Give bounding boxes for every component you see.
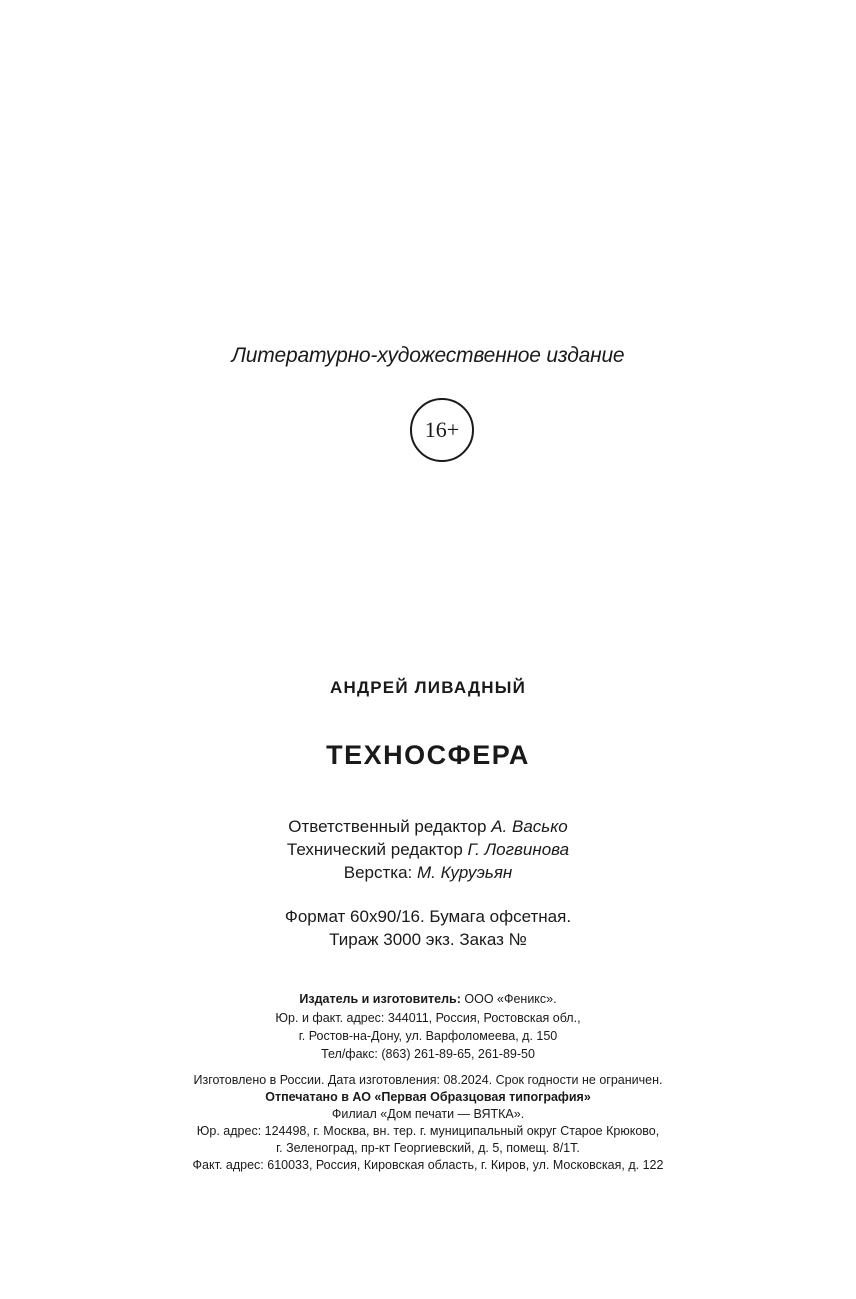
publisher-label: Издатель и изготовитель:	[299, 992, 461, 1006]
manufacture-line: Изготовлено в России. Дата изготовления: 08.2024. Срок годности не ограничен.	[193, 1073, 663, 1087]
printer-address-line: Юр. адрес: 124498, г. Москва, вн. тер. г. муниципальный округ Старое Крюково,	[196, 1124, 660, 1138]
credit-label: Верстка:	[343, 863, 413, 882]
credit-label: Ответственный редактор	[288, 817, 487, 836]
publisher-name: ООО «Феникс».	[464, 992, 557, 1006]
credit-layout	[0, 863, 856, 883]
printer-branch-line: Филиал «Дом печати — ВЯТКА».	[331, 1107, 525, 1121]
age-rating-text: 16+	[424, 417, 460, 442]
genre-label: Литературно-художественное издание	[231, 344, 625, 367]
credit-responsible-editor	[0, 817, 856, 837]
format-line: Формат 60х90/16. Бумага офсетная.	[284, 907, 572, 926]
book-title: ТЕХНОСФЕРА	[326, 740, 530, 770]
publisher-line	[0, 992, 856, 1006]
publisher-address-line: г. Ростов-на-Дону, ул. Варфоломеева, д. 150	[298, 1029, 558, 1043]
credit-label: Технический редактор	[286, 840, 463, 859]
printer-address-line: г. Зеленоград, пр-кт Георгиевский, д. 5, помещ. 8/1Т.	[276, 1141, 580, 1155]
age-rating-badge	[410, 398, 474, 462]
credit-person: А. Васько	[491, 817, 568, 836]
credit-person: М. Куруэьян	[417, 863, 513, 882]
credit-technical-editor	[0, 840, 856, 860]
credit-person: Г. Логвинова	[467, 840, 570, 859]
publisher-address-line: Юр. и факт. адрес: 344011, Россия, Ростовская обл.,	[275, 1011, 581, 1025]
print-run-line: Тираж 3000 экз. Заказ №	[329, 930, 527, 949]
publisher-phone-line: Тел/факс: (863) 261-89-65, 261-89-50	[321, 1047, 535, 1061]
author-name: АНДРЕЙ ЛИВАДНЫЙ	[329, 678, 527, 697]
printer-line	[0, 1090, 856, 1104]
printer-actual-address-line: Факт. адрес: 610033, Россия, Кировская область, г. Киров, ул. Московская, д. 122	[192, 1158, 664, 1172]
printer-name: Отпечатано в АО «Первая Образцовая типография»	[265, 1090, 591, 1104]
